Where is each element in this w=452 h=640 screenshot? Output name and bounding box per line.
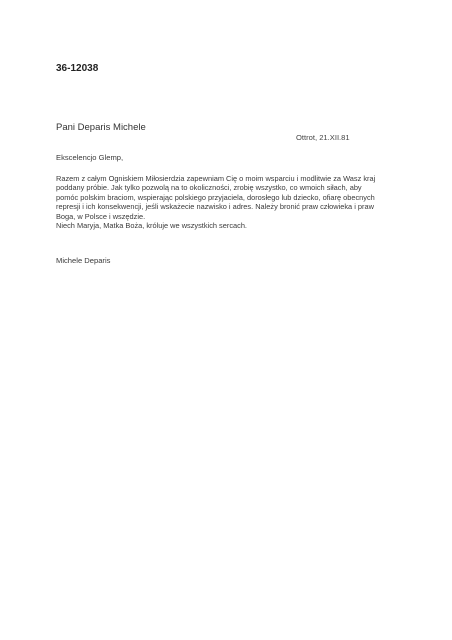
signature: Michele Deparis [56,256,111,265]
place-date: Ottrot, 21.XII.81 [296,133,350,142]
sender-name: Pani Deparis Michele [56,122,146,133]
salutation: Ekscelencjo Glemp, [56,153,124,162]
body-paragraph: Razem z całym Ogniskiem Miłosierdzia zapewniam Cię o moim wsparciu i modlitwie za Wasz kraj poddany próbie. Jak tylko pozwolą na to okoliczności, zrobię wszystko, co wmoich siłach, aby pomóc polskim braciom, wspierając polskiego przyjaciela, dorosłego lub dziecko, ofiarę obecnych represji i ich konsekwencji, jeśli wskażecie nazwisko i adres. Należy bronić praw człowieka i praw Boga, w Polsce i wszędzie. [56,174,376,221]
document-id: 36-12038 [56,63,99,74]
letter-body [56,174,381,230]
body-paragraph: Niech Maryja, Matka Boża, króluje we wszystkich sercach. [56,221,247,231]
